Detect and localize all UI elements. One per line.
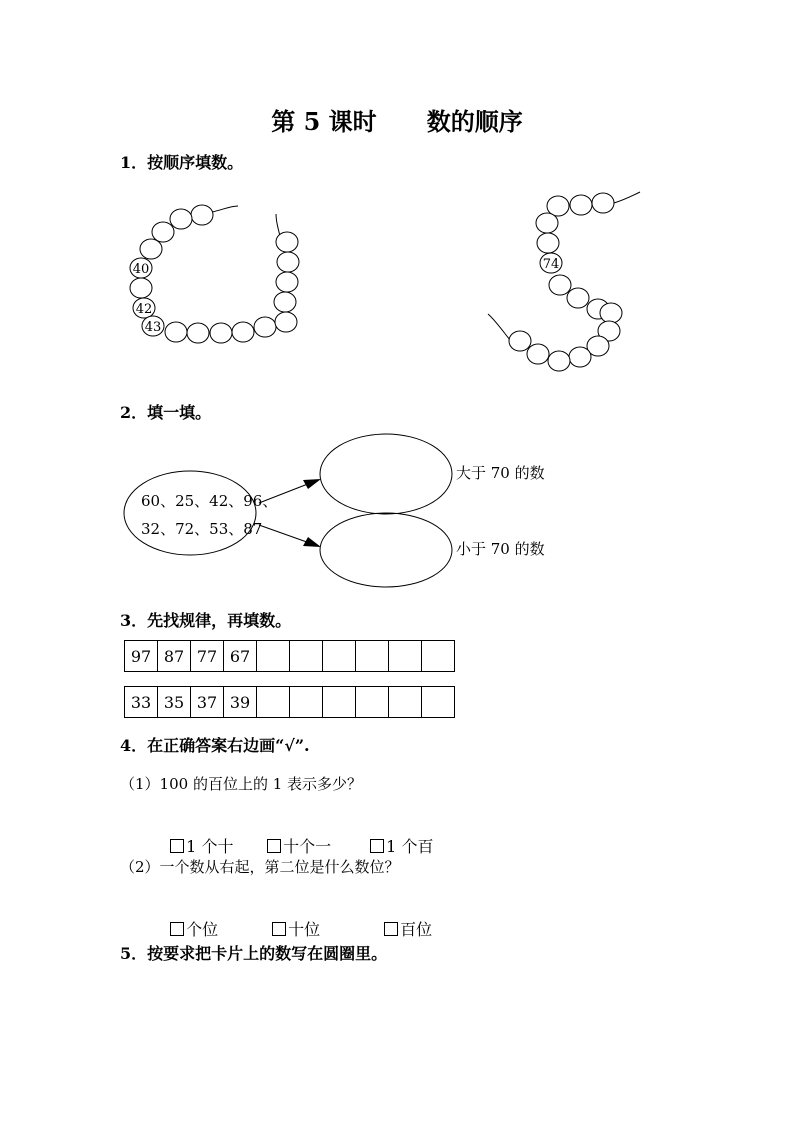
- bead-strings: [0, 0, 794, 400]
- sequence-cell: 87: [158, 641, 191, 672]
- option-label: 1 个百: [386, 837, 434, 856]
- less-than-70-label: 小于 70 的数: [456, 540, 545, 558]
- bead-label-40: 40: [132, 262, 150, 277]
- left-string-tail-top: [212, 206, 238, 212]
- numbers-oval: [124, 471, 256, 555]
- option-label: 百位: [400, 920, 433, 939]
- option-1-hundred[interactable]: [360, 815, 433, 857]
- bead: [600, 303, 622, 323]
- bead: [187, 323, 209, 343]
- sequence-cell: 77: [191, 641, 224, 672]
- sequence-cell: 37: [191, 687, 224, 718]
- sequence-blank-cell[interactable]: [290, 687, 323, 718]
- bead: [276, 232, 298, 252]
- checkbox-icon[interactable]: [267, 839, 281, 853]
- bead: [274, 292, 296, 312]
- bead: [277, 252, 299, 272]
- sequence-cell: 97: [125, 641, 158, 672]
- sequence-blank-cell[interactable]: [422, 687, 455, 718]
- numbers-line-2: 32、72、53、87: [141, 520, 263, 538]
- bead: [170, 209, 192, 229]
- sequence-cell: 33: [125, 687, 158, 718]
- sequence-blank-cell[interactable]: [389, 687, 422, 718]
- question-2-heading: 2．填一填。: [120, 403, 212, 422]
- sequence-blank-cell[interactable]: [323, 641, 356, 672]
- option-label: 1 个十: [186, 837, 234, 856]
- arrow-down-head: [303, 537, 321, 547]
- sequence-blank-cell[interactable]: [389, 641, 422, 672]
- numbers-line-1: 60、25、42、96、: [141, 492, 278, 510]
- option-ones-place[interactable]: [160, 898, 218, 940]
- sequence-blank-cell[interactable]: [356, 687, 389, 718]
- bead: [276, 272, 298, 292]
- sequence-cell: 35: [158, 687, 191, 718]
- bead-label-43: 43: [144, 320, 162, 335]
- checkbox-icon[interactable]: [370, 839, 384, 853]
- left-string-tail-right: [276, 214, 280, 236]
- bead: [254, 317, 276, 337]
- question-5-heading: 5．按要求把卡片上的数写在圆圈里。: [120, 944, 388, 963]
- checkbox-icon[interactable]: [384, 922, 398, 936]
- bead: [527, 344, 549, 364]
- option-label: 十位: [288, 920, 321, 939]
- bead: [509, 331, 531, 351]
- sequence-cell: 39: [224, 687, 257, 718]
- bead-label-74: 74: [542, 257, 560, 272]
- checkbox-icon[interactable]: [170, 839, 184, 853]
- greater-than-70-label: 大于 70 的数: [456, 464, 545, 482]
- greater-than-70-oval: [320, 434, 452, 514]
- question-4-2-text: （2）一个数从右起，第二位是什么数位？: [120, 858, 400, 876]
- question-1-heading: 1．按顺序填数。: [120, 153, 244, 172]
- sequence-blank-cell[interactable]: [257, 687, 290, 718]
- right-string-tail-bottom: [488, 314, 510, 340]
- bead: [210, 323, 232, 343]
- sequence-blank-cell[interactable]: [422, 641, 455, 672]
- sorting-diagram: [0, 430, 794, 600]
- option-hundreds-place[interactable]: [374, 898, 432, 940]
- bead: [570, 195, 592, 215]
- sequence-blank-cell[interactable]: [290, 641, 323, 672]
- right-string-tail-top: [614, 192, 640, 203]
- arrow-up-head: [303, 479, 321, 489]
- question-4-heading: 4．在正确答案右边画“√”.: [120, 736, 310, 755]
- checkbox-icon[interactable]: [272, 922, 286, 936]
- option-1-ten[interactable]: [160, 815, 233, 857]
- bead: [549, 275, 571, 295]
- bead: [130, 278, 152, 298]
- option-ten-ones[interactable]: [257, 815, 331, 857]
- question-4-1-text: （1）100 的百位上的 1 表示多少？: [120, 775, 363, 793]
- bead: [140, 239, 162, 259]
- page-title: 第 5 课时 数的顺序: [271, 107, 523, 136]
- bead-label-42: 42: [135, 302, 153, 317]
- sequence-row-1: [124, 640, 455, 672]
- bead: [275, 312, 297, 332]
- sequence-blank-cell[interactable]: [323, 687, 356, 718]
- sequence-blank-cell[interactable]: [257, 641, 290, 672]
- bead: [191, 205, 213, 225]
- question-3-heading: 3．先找规律，再填数。: [120, 611, 292, 630]
- bead: [536, 213, 558, 233]
- bead: [152, 222, 174, 242]
- option-tens-place[interactable]: [262, 898, 320, 940]
- bead: [569, 347, 591, 367]
- option-label: 个位: [186, 920, 219, 939]
- bead: [548, 351, 570, 371]
- sequence-blank-cell[interactable]: [356, 641, 389, 672]
- bead: [592, 193, 614, 213]
- sequence-row-2: [124, 686, 455, 718]
- sequence-cell: 67: [224, 641, 257, 672]
- bead: [567, 288, 589, 308]
- bead: [232, 322, 254, 342]
- checkbox-icon[interactable]: [170, 922, 184, 936]
- less-than-70-oval: [320, 513, 452, 587]
- option-label: 十个一: [283, 837, 332, 856]
- bead: [165, 322, 187, 342]
- bead: [537, 233, 559, 253]
